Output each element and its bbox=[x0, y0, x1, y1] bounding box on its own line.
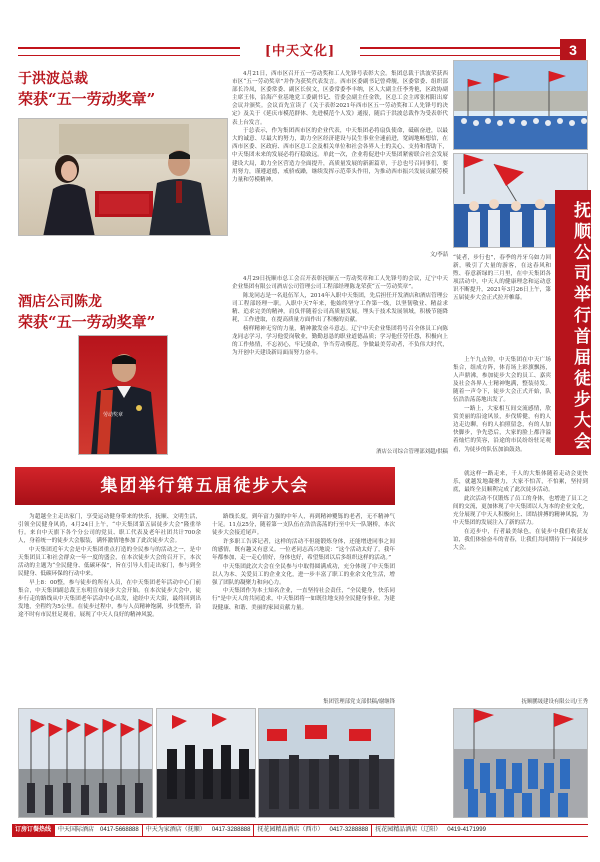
article2-body bbox=[232, 275, 448, 357]
page-number: 3 bbox=[560, 39, 586, 61]
article1-title-line2: 荣获“五一劳动奖章” bbox=[18, 90, 156, 108]
article4-paragraph: 上午九点钟，中天集团在中天广场集合，组成方阵，体育场上彩旗飘扬，人声鼎沸，参加徒步大会的员工、嘉宾及社会各界人士精神饱满，整装待发。随着一声令下，徒步大会正式开始，队伍浩浩荡荡地出发了。 bbox=[453, 357, 551, 404]
article1-award-photo bbox=[18, 118, 228, 236]
article3-paragraph: 许多职工告诉记者，这样的活动不但能锻炼身体，还能增进同事之间的感情，既有趣又有意义。一位老同志高兴地说：“这个活动太好了，我年年都参加，走一走心情好，身体也好，希望集团以后多组织这样的活动。” bbox=[212, 538, 395, 561]
footer-bar bbox=[12, 824, 588, 837]
article2-paragraph: 榜样精神无穷的力量，精神激发奋斗意志。辽宁中天企业集团将号召全体员工向陈龙同志学习，学习他爱岗敬业，勤勤恳恳的职业道德品质；学习他任劳任怨，积极向上的工作热情，不忘初心，牢记使命，争当劳动模范，争做最美劳动者，不负伟大时代，为开创中天建设新局面而努力奋斗。 bbox=[232, 325, 448, 356]
article4-body-b bbox=[453, 470, 588, 552]
article4-quote: “徒者，步行也”，春季的丹牙乌如力回新，吸引了大量的游客，在这春风和煦、春意新绿的三月里，在中天集团各项活动中，中天人的健康理念和运动意识不断提升，2021年3月26日上午，第五届徒步大会正式拉开帷幕。 bbox=[453, 255, 551, 302]
article4-paragraph: 就这样一路走来，千人的大集体随着走动会更快乐，就越发地凝聚力，大家不怕苦，不怕累，坚持到底，最终全员顺利完成了此次徒步活动。 bbox=[453, 471, 588, 494]
article1-sign: 文/李喆 bbox=[430, 252, 448, 258]
footer-hotel-phone: 0417-5668888 bbox=[100, 827, 139, 833]
article2-title-line1: 酒店公司陈龙 bbox=[18, 294, 102, 310]
footer-hotline-label: 订房订餐热线 bbox=[12, 825, 54, 836]
article4-paragraph: 在迈步中，行者最美绿色，在徒步中我们收获友谊，我们体验奋斗的青春，让我们共同期待下一届徒步大会。 bbox=[453, 528, 588, 551]
article2-sign: 酒店公司综合管理部刘超/供稿 bbox=[376, 449, 448, 455]
article4-body-a bbox=[453, 356, 551, 454]
article3-paragraph: 路线长度，到年富力强的中年人，再到精神矍铄的老者，无不精神气十足。11点25分，随着第一支队伍在浩浩荡荡的行至中天一队钢桥，本次徒步大会接近尾声。 bbox=[212, 514, 395, 537]
article3-photo-1 bbox=[18, 708, 153, 818]
article3-paragraph: 中天集团此次大会在全民参与中取得圆满成功，充分体现了中天集团以人为本、关爱员工的企业文化，进一步丰富了职工的业余文化生活，增强了团队的凝聚力和向心力。 bbox=[212, 563, 395, 586]
article4-sign: 抚顺鹏晟建设有限公司/王秀 bbox=[521, 699, 588, 705]
article1-paragraph: 于总表示，作为集团西市区的企业代表，中天集团必将扇负使命，砥砺奋进，以最大的诚意、尽最大的努力，助力全区经济建设与民生事业全速前进，宽阔地畅想信，在西市区委、区政府、西市区总工会及相关单位和社会各界人士的关心、支持和帮助下，中天集团未来的发展必将行稳致远。单此一次，企业将促进中天集团紧密联合社会发展建设大局，助力全区营造力全面提升，高质量发展的新新篇章，于总也号召同事们，要用努力，谨遵道德，戒骄戒躁，继续发挥示范带头作用，为推动西市振兴发展贡献劳模力量和劳模精神。 bbox=[232, 128, 448, 183]
footer-hotel-phone: 0417-3288888 bbox=[211, 827, 251, 833]
article1-title-line1: 于洪波总裁 bbox=[18, 71, 88, 87]
footer-hotel-phone: 0417-3288888 bbox=[329, 827, 369, 833]
article2-paragraph: 4月29日抚顺市总工会召开表彰抚顺五一劳动奖章和工人先锋号的会议，辽宁中天企业集团有限公司酒店公司管理公司工程部经理陈龙荣获“五一劳动奖章”。 bbox=[232, 276, 448, 291]
footer-hotel-name: 抚花园精品酒店（西市） bbox=[253, 825, 326, 836]
article4-vertical-title: 抚顺公司举行首届徒步大会 bbox=[555, 190, 591, 455]
article4-paragraph: 此次活动不仅锻炼了员工的身体，也增进了员工之间的交流，更加体现了中天集团以人为本的企业文化，充分展现了中天人积极向上、团结拼搏的精神风貌，为中天集团的发展注入了新的活力。 bbox=[453, 495, 588, 527]
article3-paragraph: 为超越全主走出家门，享受运动健身带来的快乐，抚顺、文明生活，引领全民健身风尚，4月24日上午，“中天集团第五届徒步大会”隆重举行。来自中天旗下各个分公司的党员、职工代表及老年社团共计700余人，身着统一的徒步大会服装，满怀激情地参加了此次徒步大会。 bbox=[18, 514, 201, 545]
footer-hotel-name: 抚花园精品酒店（辽阳） bbox=[371, 825, 444, 836]
article3-col2 bbox=[212, 513, 395, 612]
right-top-photo bbox=[453, 60, 588, 150]
article2-portrait-photo bbox=[78, 335, 168, 455]
article3-sign: 集团管理部党支部供稿/谢继锋 bbox=[323, 699, 395, 705]
footer-hotel-phone: 0419-4171999 bbox=[447, 827, 486, 833]
article1-paragraph: 4月21日，西市区召开五一劳动奖和工人先锋号表彰大会。集团总裁于洪波荣获西市区“五一劳动奖章”并作为获奖代表发言。西市区委副书记曾舜舰，区委常委、组织部部长冷凤，区委常委、副区长侯文，区委常委李丰纳，区人大副主任李秀艳，区政协副主席王伟，沿海产业基地党工委副书记、管委会副主任金铁，区总工会主席张相阳出席会议并颁奖。会议首先宣读了《关于表彰2021年西市区五一劳动奖和工人先锋号的决定》及关于《延庆市模范群体、先进模范个人发》通报，随后于洪波总裁作为受表彰代表上台发言。 bbox=[232, 71, 448, 126]
article3-banner-title: 集团举行第五届徒步大会 bbox=[15, 467, 395, 505]
article3-photo-2 bbox=[156, 708, 256, 818]
article3-paragraph: 中天集团作为本土知名企业，一直坚持社会责任，“全民健身，快乐同行”是中天人的共同追求，中天集团将一如既往地支持全民健身事业，为建设健康、和谐、美丽的家园贡献力量。 bbox=[212, 588, 395, 611]
article3-photo-3 bbox=[258, 708, 395, 818]
article2-paragraph: 陈龙同志是一名退伍军人，2014年入职中天集团，先后担任开发酒店和酒店管理公司工程部经理一职。入职中天7年来，他始终坚守工作第一线，以坚韧敬业、精益求精、追求完美的精神，肩负伴随着公司高质量发展，埋头于技术发展领域，积极节能降耗，工作进取，在提高质量方面作出了积极的贡献。 bbox=[232, 292, 448, 323]
article4-paragraph: 一路上，大家相互间交流感情，欣赏美丽的沿途风景，步伐矫健，有的人边走边聊，有的人拍照留念，有的人加快脚步，争先恐后，大家的脸上都洋溢着灿烂的笑容，沿途的市民纷纷驻足观看，为徒步的队伍加油鼓劲。 bbox=[453, 406, 551, 453]
article3-col1 bbox=[18, 513, 201, 620]
article3-paragraph: 中天集团近年大会是中天集团重点打造的全民参与的活动之一，是中天集团员工和社会群众一年一度的盛会，在本次徒步大会的召开下，本次活动的主题为“全民健身、低碳环保”，旨在引导人们走出家门，参与到全民健身、低碳环保的行动中来。 bbox=[18, 546, 201, 578]
sash-text: 劳动奖章 bbox=[103, 412, 124, 418]
right-bottom-photo bbox=[453, 708, 588, 818]
article2-title-line2: 荣获“五一劳动奖章” bbox=[18, 313, 156, 331]
footer-hotel-name: 中天为家酒店（抚顺） bbox=[142, 825, 209, 836]
article3-paragraph: 早上8：00整，参与徒步的所有人员，在中天集团老年活动中心门前集合，中天集团副总裁王东明宣布徒步大会开始。在本次徒步大会中，徒步行走的路线从中天集团老年活动中心出发，途经中天大街，最终回到出发地，全程约为5公里。在徒步过程中，参与人员精神饱满，步伐整齐，沿途不时有市民驻足观看，展现了中天人良好的精神风貌。 bbox=[18, 579, 201, 619]
section-title: [中天文化] bbox=[240, 40, 360, 58]
footer-hotel-name: 中天国际酒店 bbox=[54, 825, 97, 836]
article1-body bbox=[232, 70, 448, 184]
